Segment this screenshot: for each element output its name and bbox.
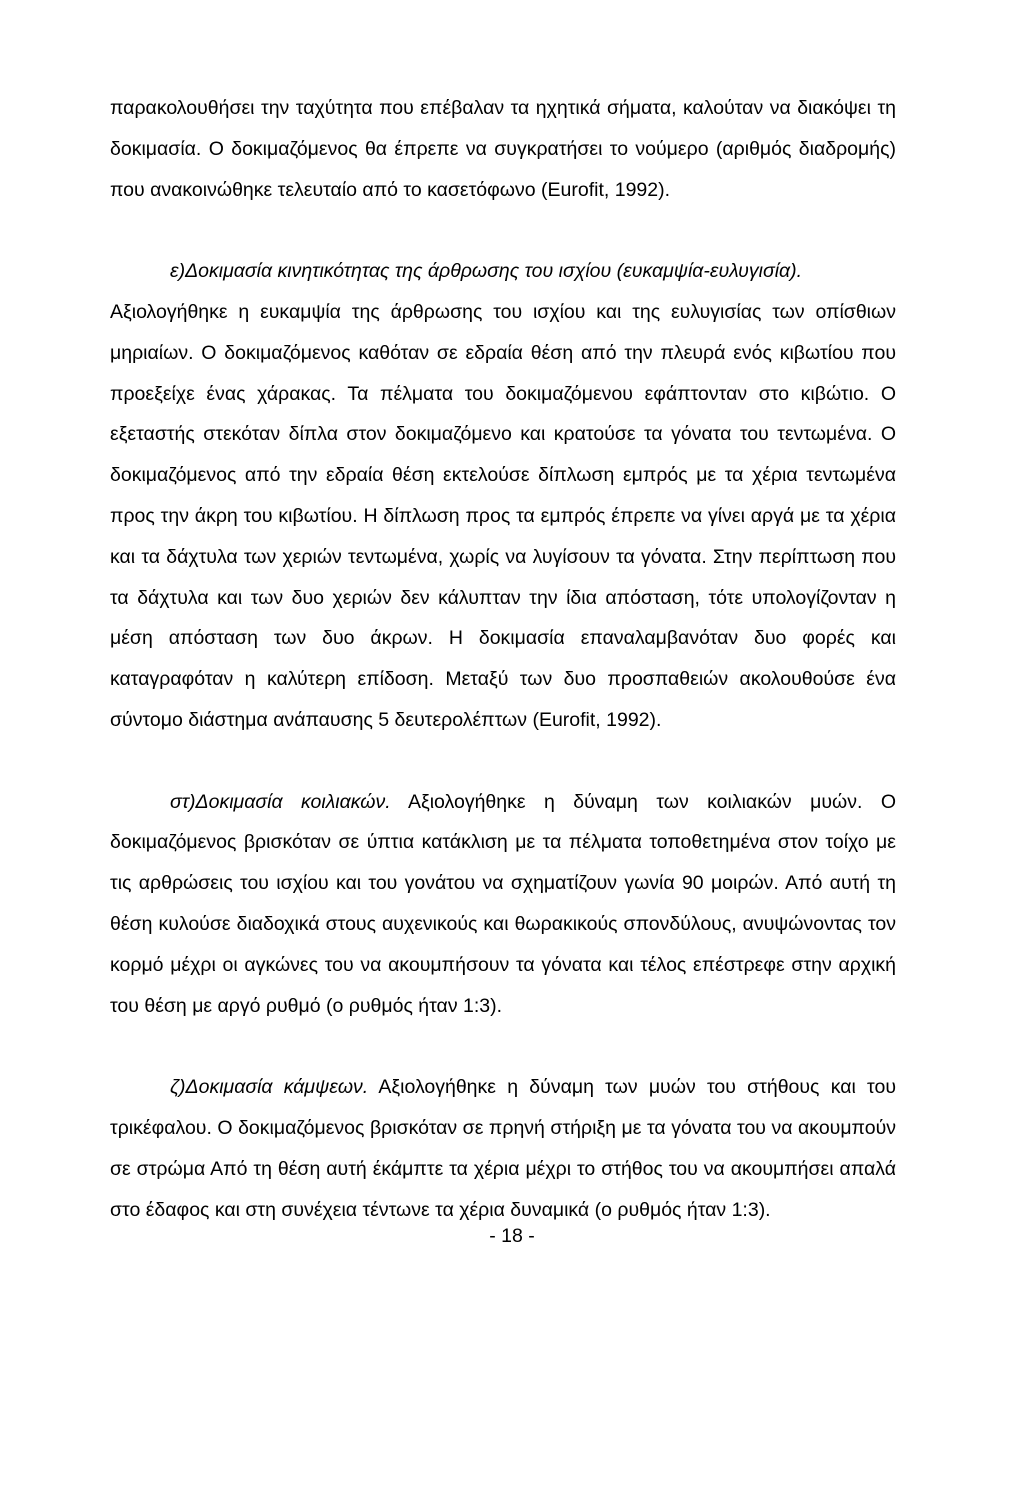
page-body — [110, 88, 896, 1230]
paragraph-3-text: Αξιολογήθηκε η δύναμη των κοιλιακών μυών. Ο δοκιμαζόμενος βρισκόταν σε ύπτια κατάκλιση με τα πέλματα τοποθετημένα στον τοίχο με τις αρθρώσεις του ισχίου και του γονάτου να σχηματίζουν γωνία 90 μοιρών. Από αυτή τη θέση κυλούσε διαδοχικά στους αυχενικούς και θωρακικούς σπονδύλους, ανυψώνοντας τον κορμό μέχρι οι αγκώνες του να ακουμπήσουν τα γόνατα και τέλος επέστρεφε στην αρχική του θέση με αργό ρυθμό (ο ρυθμός ήταν 1:3). — [110, 790, 897, 1017]
paragraph-4 — [110, 1067, 896, 1230]
section-st-heading: στ)Δοκιμασία κοιλιακών. — [170, 790, 391, 813]
section-e-heading: ε)Δοκιμασία κινητικότητας της άρθρωσης του ισχίου (ευκαμψία-ευλυγισία). — [170, 260, 803, 283]
paragraph-2 — [110, 251, 896, 741]
page-number: - 18 - — [489, 1225, 535, 1247]
paragraph-2-text: Αξιολογήθηκε η ευκαμψία της άρθρωσης του ισχίου και της ευλυγισίας των οπίσθιων μηριαίων. Ο δοκιμαζόμενος καθόταν σε εδραία θέση από την πλευρά ενός κιβωτίου που προεξείχε ένας χάρακας. Τα πέλματα του δοκιμαζόμενου εφάπτονταν στο κιβώτιο. Ο εξεταστής στεκόταν δίπλα στον δοκιμαζόμενο και κρατούσε τα γόνατα του τεντωμένα. Ο δοκιμαζόμενος από την εδραία θέση εκτελούσε δίπλωση εμπρός με τα χέρια τεντωμένα προς την άκρη του κιβωτίου. Η δίπλωση προς τα εμπρός έπρεπε να γίνει αργά με τα χέρια και τα δάχτυλα των χεριών τεντωμένα, χωρίς να λυγίσουν τα γόνατα. Στην περίπτωση που τα δάχτυλα και των δυο χεριών δεν κάλυπταν την ίδια απόσταση, τότε υπολογίζονταν η μέση απόσταση των δυο άκρων. Η δοκιμασία επαναλαμβανόταν δυο φορές και καταγραφόταν η καλύτερη επίδοση. Μεταξύ των δυο προσπαθειών ακολουθούσε ένα σύντομο διάστημα ανάπαυσης 5 δευτερολέπτων (Eurofit, 1992). — [110, 300, 896, 731]
paragraph-1-text: παρακολουθήσει την ταχύτητα που επέβαλαν τα ηχητικά σήματα, καλούταν να διακόψει τη δοκιμασία. Ο δοκιμαζόμενος θα έπρεπε να συγκρατήσει το νούμερο (αριθμός διαδρομής) που ανακοινώθηκε τελευταίο από το κασετόφωνο (Eurofit, 1992). — [110, 97, 896, 201]
paragraph-4-text: Αξιολογήθηκε η δύναμη των μυών του στήθους και του τρικέφαλου. Ο δοκιμαζόμενος βρισκόταν σε πρηνή στήριξη με τα γόνατα του να ακουμπούν σε στρώμα Από τη θέση αυτή έκάμπτε τα χέρια μέχρι το στήθος του να ακουμπήσει απαλά στο έδαφος και στη συνέχεια τέντωνε τα χέρια δυναμικά (ο ρυθμός ήταν 1:3). — [110, 1076, 896, 1221]
paragraph-3 — [110, 782, 896, 1027]
paragraph-1 — [110, 88, 896, 210]
section-z-heading: ζ)Δοκιμασία κάμψεων. — [170, 1076, 369, 1099]
